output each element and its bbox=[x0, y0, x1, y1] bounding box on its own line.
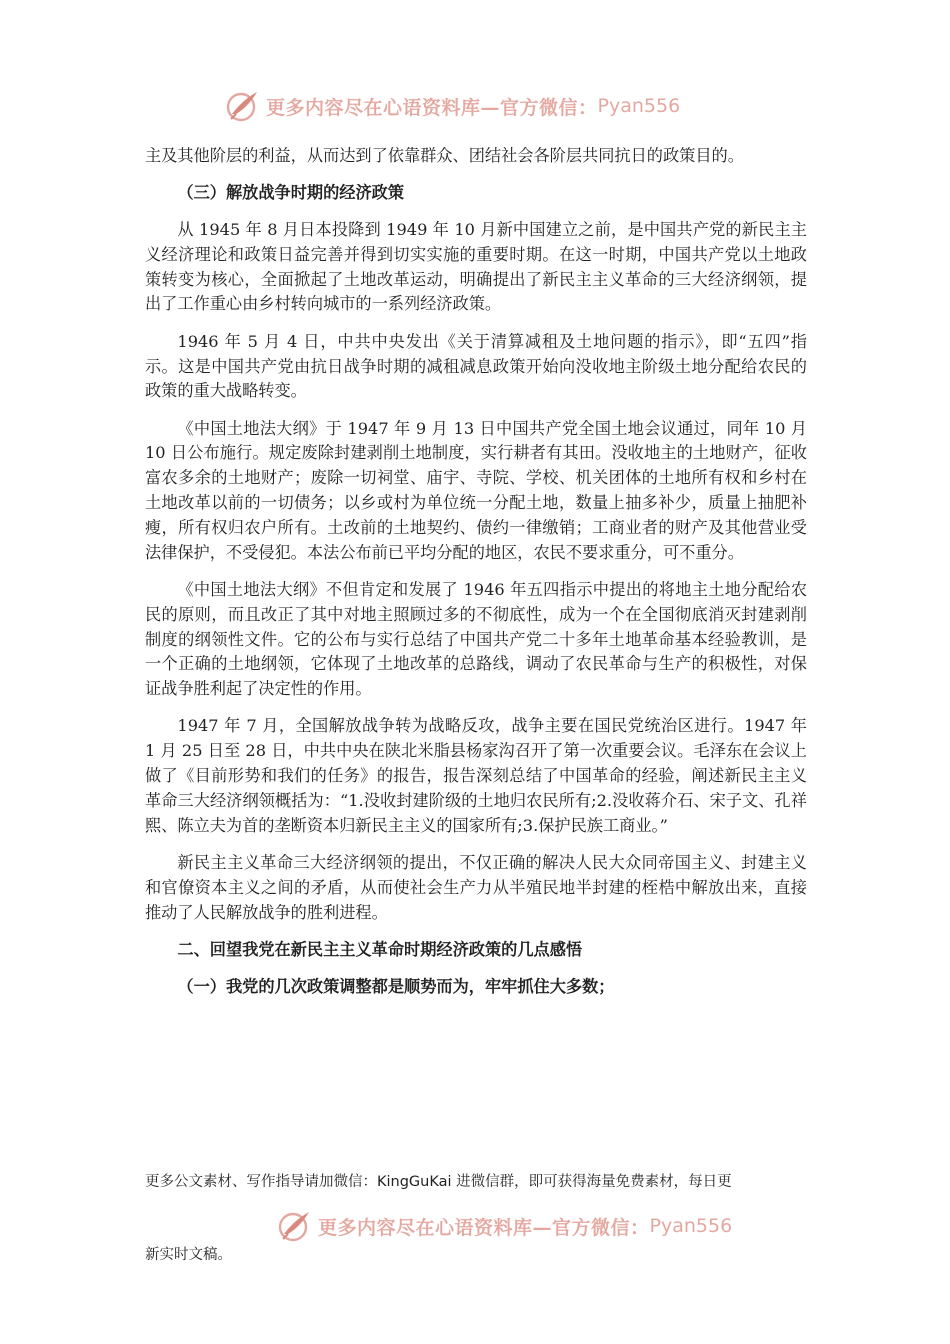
watermark-header bbox=[224, 86, 680, 126]
footer-promo-line-1: 更多公文素材、写作指导请加微信：KingGuKai 进微信群，即可获得海量免费素材，每日更 bbox=[145, 1174, 732, 1190]
quill-logo-icon bbox=[224, 88, 260, 124]
watermark-text: 更多内容尽在心语资料库—官方微信： bbox=[318, 1216, 650, 1239]
subsection-heading-policy-adjustments: （一）我党的几次政策调整都是顺势而为，牢牢抓住大多数； bbox=[177, 976, 615, 996]
watermark-footer bbox=[276, 1206, 732, 1246]
section-heading-reflections: 二、回望我党在新民主主义革命时期经济政策的几点感悟 bbox=[177, 939, 583, 959]
paragraph: 从 1945 年 8 月日本投降到 1949 年 10 月新中国建立之前，是中国共产党的新民主主义经济理论和政策日益完善并得到切实实施的重要时期。在这一时期，中国共产党以土地政策转变为核心，全面掀起了土地改革运动，明确提出了新民主主义革命的三大经济纲领，提出了工作重心由乡村转向城市的一系列经济政策。 bbox=[145, 220, 807, 314]
quill-logo-icon bbox=[276, 1208, 312, 1244]
watermark-wechat-id: Pyan556 bbox=[597, 95, 681, 117]
watermark-text: 更多内容尽在心语资料库—官方微信： bbox=[266, 96, 598, 119]
footer-promo-line-2: 新实时文稿。 bbox=[145, 1247, 232, 1263]
paragraph-continuation: 主及其他阶层的利益，从而达到了依靠群众、团结社会各阶层共同抗日的政策目的。 bbox=[145, 146, 744, 165]
paragraph: 1947 年 7 月，全国解放战争转为战略反攻，战争主要在国民党统治区进行。1947 年 1 月 25 日至 28 日，中共中央在陕北米脂县杨家沟召开了第一次重要会议。毛泽东在会议上做了《目前形势和我们的任务》的报告，报告深刻总结了中国革命的经验，阐述新民主主义革命三大经济纲领概括为：“1.没收封建阶级的土地归农民所有;2.没收蒋介石、宋子文、孔祥熙、陈立夫为首的垄断资本归新民主主义的国家所有;3.保护民族工商业。” bbox=[145, 716, 807, 835]
document-body bbox=[145, 144, 807, 1011]
watermark-wechat-id: Pyan556 bbox=[649, 1215, 733, 1237]
paragraph: 1946 年 5 月 4 日，中共中央发出《关于清算减租及土地问题的指示》，即“五四”指示。这是中国共产党由抗日战争时期的减租减息政策开始向没收地主阶级土地分配给农民的政策的重大战略转变。 bbox=[145, 331, 807, 401]
paragraph: 《中国土地法大纲》于 1947 年 9 月 13 日中国共产党全国土地会议通过，同年 10 月 10 日公布施行。规定废除封建剥削土地制度，实行耕者有其田。没收地主的土地财产，征收富农多余的土地财产；废除一切祠堂、庙宇、寺院、学校、机关团体的土地所有权和乡村在土地改革以前的一切债务；以乡或村为单位统一分配土地，数量上抽多补少，质量上抽肥补瘦，所有权归农户所有。土改前的土地契约、债约一律缴销；工商业者的财产及其他营业受法律保护，不受侵犯。本法公布前已平均分配的地区，农民不要求重分，可不重分。 bbox=[145, 418, 807, 562]
paragraph: 《中国土地法大纲》不但肯定和发展了 1946 年五四指示中提出的将地主土地分配给农民的原则，而且改正了其中对地主照顾过多的不彻底性，成为一个在全国彻底消灭封建剥削制度的纲领性文件。它的公布与实行总结了中国共产党二十多年土地革命基本经验教训，是一个正确的土地纲领，它体现了土地改革的总路线，调动了农民革命与生产的积极性，对保证战争胜利起了决定性的作用。 bbox=[145, 579, 807, 699]
paragraph: 新民主主义革命三大经济纲领的提出，不仅正确的解决人民大众同帝国主义、封建主义和官僚资本主义之间的矛盾，从而使社会生产力从半殖民地半封建的桎梏中解放出来，直接推动了人民解放战争的胜利进程。 bbox=[145, 852, 807, 922]
section-heading-liberation-war: （三）解放战争时期的经济政策 bbox=[177, 183, 405, 203]
